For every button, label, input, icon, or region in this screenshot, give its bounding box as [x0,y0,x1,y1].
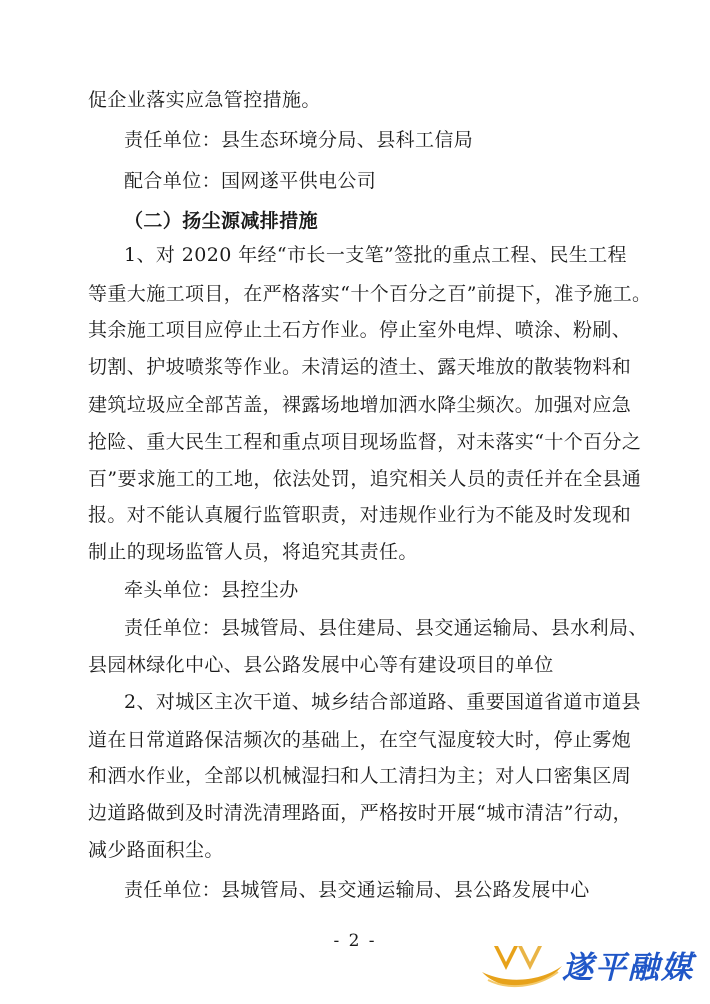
text-line: 制止的现场监管人员，将追究其责任。 [88,541,418,563]
page-number: - 2 - [333,931,377,951]
text-line: 建筑垃圾应全部苫盖，裸露场地增加洒水降尘频次。加强对应急 [88,394,632,416]
section-heading: （二）扬尘源减排措施 [124,210,319,232]
text-line: 抢险、重大民生工程和重点项目现场监督，对未落实“十个百分之 [88,431,642,453]
cooperating-unit-line: 配合单位：国网遂平供电公司 [124,170,377,192]
text-line: 1、对 2020 年经“市长一支笔”签批的重点工程、民生工程 [124,244,627,266]
text-line: 报。对不能认真履行监管职责，对违规作业行为不能及时发现和 [88,504,632,526]
lead-unit-line: 牵头单位：县控尘办 [124,579,299,601]
text-line: 切割、护坡喷浆等作业。未清运的渣土、露天堆放的散装物料和 [88,356,632,378]
text-line: 其余施工项目应停止土石方作业。停止室外电焊、喷涂、粉刷、 [88,319,632,341]
text-line: 百”要求施工的工地，依法处罚，追究相关人员的责任并在全县通 [88,468,642,490]
text-line: 等重大施工项目，在严格落实“十个百分之百”前提下，准予施工。 [88,283,652,305]
text-line: 县园林绿化中心、县公路发展中心等有建设项目的单位 [88,654,554,676]
logo-mark-icon [478,936,566,996]
logo-text: 遂平融媒 [562,950,694,986]
responsible-unit-line: 责任单位：县生态环境分局、县科工信局 [124,129,474,151]
text-line: 道在日常道路保洁频次的基础上，在空气湿度较大时，停止雾炮 [88,729,632,751]
text-line: 2、对城区主次干道、城乡结合部道路、重要国道省道市道县 [124,691,641,713]
responsible-unit-line: 责任单位：县城管局、县住建局、县交通运输局、县水利局、 [124,617,648,639]
text-line: 边道路做到及时清洗清理路面，严格按时开展“城市清洁”行动， [88,802,633,824]
responsible-unit-line: 责任单位：县城管局、县交通运输局、县公路发展中心 [124,879,590,901]
suiping-media-logo [478,936,702,996]
text-line: 减少路面积尘。 [88,839,224,861]
text-line: 和洒水作业，全部以机械湿扫和人工清扫为主；对人口密集区周 [88,765,632,787]
text-line: 促企业落实应急管控措施。 [88,89,321,111]
